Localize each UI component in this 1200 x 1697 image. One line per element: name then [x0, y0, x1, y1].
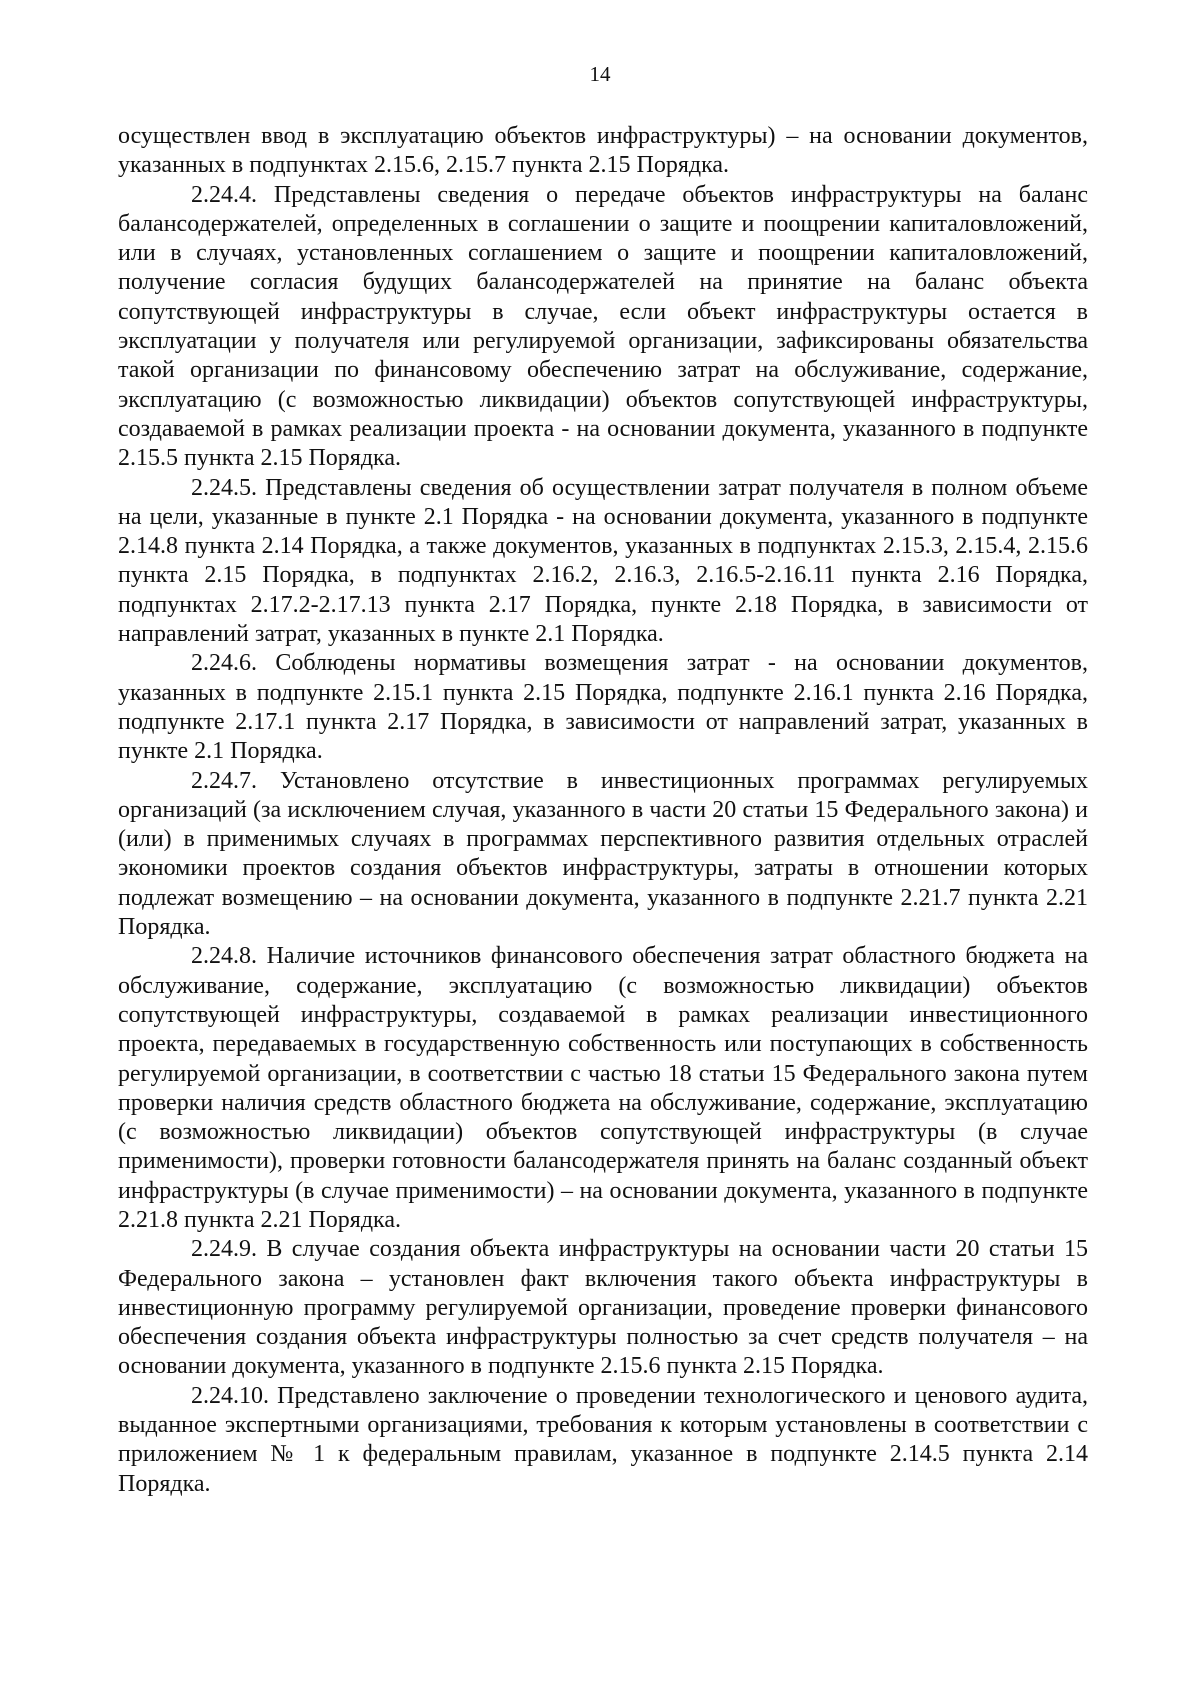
paragraph-2-24-8: 2.24.8. Наличие источников финансового обеспечения затрат областного бюджета на обслуживание, содержание, эксплуатацию (с возможностью ликвидации) объектов сопутствующей инфраструктуры, создаваемой в рамках реализации инвестиционного проекта, передаваемых в государственную собственность или поступающих в собственность регулируемой организации, в соответствии с частью 18 статьи 15 Федерального закона путем проверки наличия средств областного бюджета на обслуживание, содержание, эксплуатацию (с возможностью ликвидации) объектов сопутствующей инфраструктуры (в случае применимости), проверки готовности балансодержателя принять на баланс созданный объект инфраструктуры (в случае применимости) – на основании документа, указанного в подпункте 2.21.8 пункта 2.21 Порядка. [118, 943, 1088, 1233]
paragraph-2-24-7: 2.24.7. Установлено отсутствие в инвестиционных программах регулируемых организаций (за исключением случая, указанного в части 20 статьи 15 Федерального закона) и (или) в применимых случаях в программах перспективного развития отдельных отраслей экономики проектов создания объектов инфраструктуры, затраты в отношении которых подлежат возмещению – на основании документа, указанного в подпункте 2.21.7 пункта 2.21 Порядка. [118, 767, 1088, 941]
paragraph-2-24-5: 2.24.5. Представлены сведения об осуществлении затрат получателя в полном объеме на цели, указанные в пункте 2.1 Порядка - на основании документа, указанного в подпункте 2.14.8 пункта 2.14 Порядка, а также документов, указанных в подпунктах 2.15.3, 2.15.4, 2.15.6 пункта 2.15 Порядка, в подпунктах 2.16.2, 2.16.3, 2.16.5-2.16.11 пункта 2.16 Порядка, подпунктах 2.17.2-2.17.13 пункта 2.17 Порядка, пункте 2.18 Порядка, в зависимости от направлений затрат, указанных в пункте 2.1 Порядка. [118, 474, 1088, 648]
paragraph-2-24-10: 2.24.10. Представлено заключение о проведении технологического и ценового аудита, выданное экспертными организациями, требования к которым установлены в соответствии с приложением № 1 к федеральным правилам, указанное в подпункте 2.14.5 пункта 2.14 Порядка. [118, 1382, 1088, 1497]
page-number: 14 [589, 62, 611, 86]
paragraph-continuation: осуществлен ввод в эксплуатацию объектов инфраструктуры) – на основании документов, указанных в подпунктах 2.15.6, 2.15.7 пункта 2.15 Порядка. [118, 123, 1088, 179]
document-body [118, 122, 1088, 1499]
paragraph-2-24-4: 2.24.4. Представлены сведения о передаче объектов инфраструктуры на баланс балансодержателей, определенных в соглашении о защите и поощрении капиталовложений, или в случаях, установленных соглашением о защите и поощрении капиталовложений, получение согласия будущих балансодержателей на принятие на баланс объекта сопутствующей инфраструктуры в случае, если объект инфраструктуры остается в эксплуатации у получателя или регулируемой организации, зафиксированы обязательства такой организации по финансовому обеспечению затрат на обслуживание, содержание, эксплуатацию (с возможностью ликвидации) объектов сопутствующей инфраструктуры, создаваемой в рамках реализации проекта - на основании документа, указанного в подпункте 2.15.5 пункта 2.15 Порядка. [118, 181, 1088, 472]
paragraph-2-24-6: 2.24.6. Соблюдены нормативы возмещения затрат - на основании документов, указанных в подпункте 2.15.1 пункта 2.15 Порядка, подпункте 2.16.1 пункта 2.16 Порядка, подпункте 2.17.1 пункта 2.17 Порядка, в зависимости от направлений затрат, указанных в пункте 2.1 Порядка. [118, 650, 1088, 765]
paragraph-2-24-9: 2.24.9. В случае создания объекта инфраструктуры на основании части 20 статьи 15 Федерального закона – установлен факт включения такого объекта инфраструктуры в инвестиционную программу регулируемой организации, проведение проверки финансового обеспечения создания объекта инфраструктуры полностью за счет средств получателя – на основании документа, указанного в подпункте 2.15.6 пункта 2.15 Порядка. [118, 1236, 1088, 1380]
